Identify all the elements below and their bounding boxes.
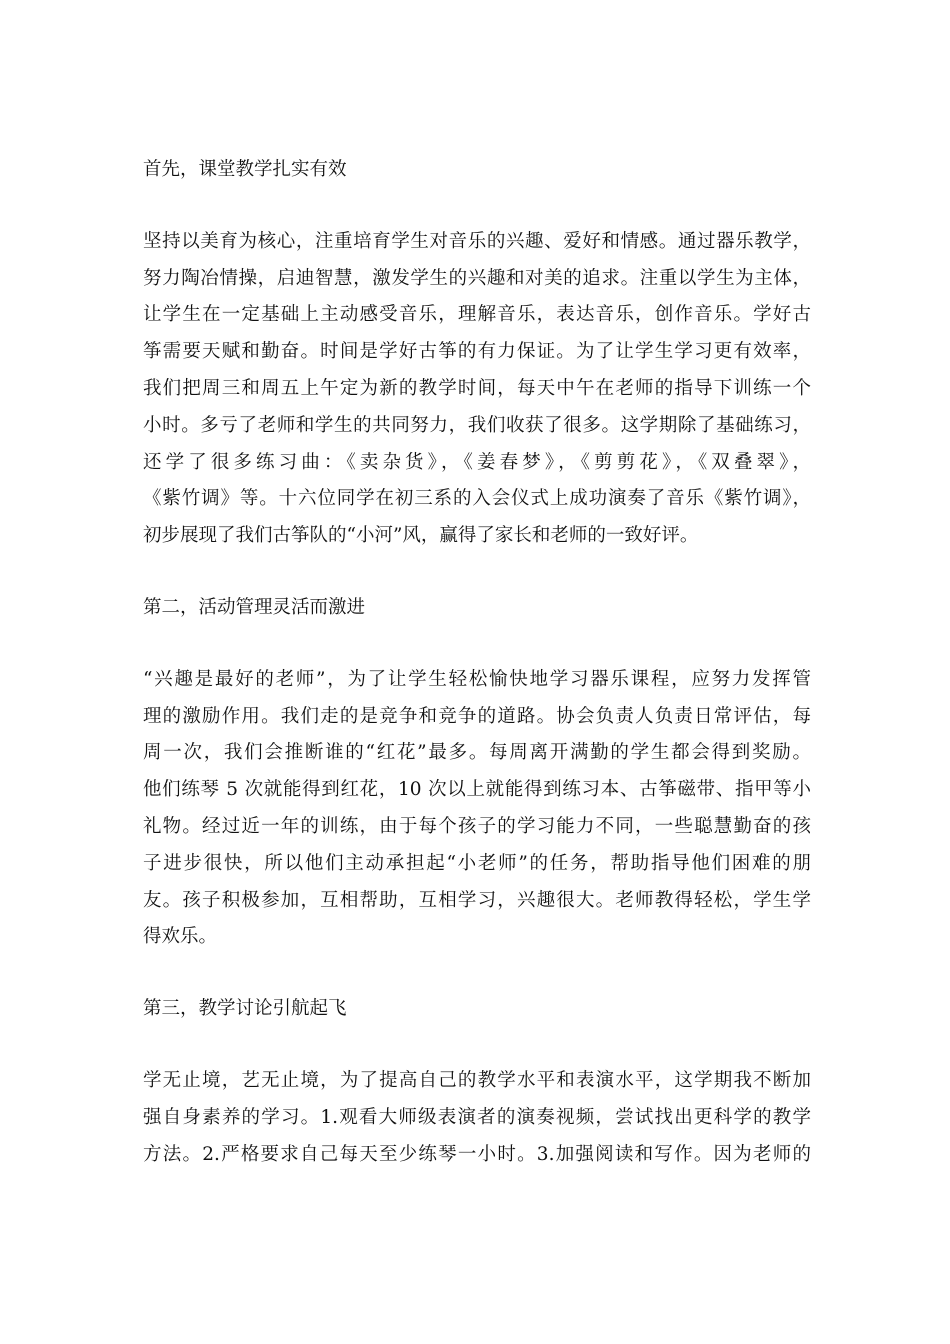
paragraph-line: 他们练琴 5 次就能得到红花，10 次以上就能得到练习本、古筝磁带、指甲等小 — [143, 779, 811, 801]
paragraph-line: 强自身素养的学习。1.观看大师级表演者的演奏视频，尝试找出更科学的教学 — [143, 1106, 811, 1128]
paragraph-line: 我们把周三和周五上午定为新的教学时间，每天中午在老师的指导下训练一个 — [143, 377, 811, 399]
paragraph-line: 努力陶冶情操，启迪智慧，激发学生的兴趣和对美的追求。注重以学生为主体， — [143, 267, 811, 289]
paragraph-line: 还学了很多练习曲：《卖杂货》，《姜春梦》，《剪剪花》，《双叠翠》， — [143, 451, 811, 473]
paragraph-line: 方法。2.严格要求自己每天至少练琴一小时。3.加强阅读和写作。因为老师的 — [143, 1143, 811, 1165]
section-paragraph — [143, 1063, 811, 1173]
paragraph-line: 友。孩子积极参加，互相帮助，互相学习，兴趣很大。老师教得轻松，学生学 — [143, 889, 811, 911]
paragraph-line: 小时。多亏了老师和学生的共同努力，我们收获了很多。这学期除了基础练习， — [143, 414, 811, 436]
section-heading: 第二，活动管理灵活而激进 — [143, 596, 366, 618]
paragraph-line: 子进步很快，所以他们主动承担起“小老师”的任务，帮助指导他们困难的朋 — [143, 852, 811, 874]
paragraph-line: 学无止境，艺无止境，为了提高自己的教学水平和表演水平，这学期我不断加 — [143, 1069, 811, 1091]
document-body — [143, 152, 811, 1208]
paragraph-line: 周一次，我们会推断谁的“红花”最多。每周离开满勤的学生都会得到奖励。 — [143, 742, 811, 764]
section-paragraph — [143, 662, 811, 956]
paragraph-line: 坚持以美育为核心，注重培育学生对音乐的兴趣、爱好和情感。通过器乐教学， — [143, 230, 811, 252]
paragraph-line: 初步展现了我们古筝队的“小河”风，赢得了家长和老师的一致好评。 — [143, 525, 699, 547]
section-heading: 首先，课堂教学扎实有效 — [143, 159, 347, 180]
section-heading: 第三，教学讨论引航起飞 — [143, 998, 347, 1020]
paragraph-line: 礼物。经过近一年的训练，由于每个孩子的学习能力不同，一些聪慧勤奋的孩 — [143, 815, 811, 837]
paragraph-line: “兴趣是最好的老师”，为了让学生轻松愉快地学习器乐课程，应努力发挥管 — [143, 668, 811, 690]
paragraph-line: 筝需要天赋和勤奋。时间是学好古筝的有力保证。为了让学生学习更有效率， — [143, 341, 811, 363]
section-paragraph — [143, 224, 811, 555]
paragraph-line: 得欢乐。 — [143, 926, 218, 948]
paragraph-line: 《紫竹调》等。十六位同学在初三系的入会仪式上成功演奏了音乐《紫竹调》， — [143, 488, 811, 510]
paragraph-line: 理的激励作用。我们走的是竞争和竞争的道路。协会负责人负责日常评估，每 — [143, 705, 811, 727]
paragraph-line: 让学生在一定基础上主动感受音乐，理解音乐，表达音乐，创作音乐。学好古 — [143, 304, 811, 326]
